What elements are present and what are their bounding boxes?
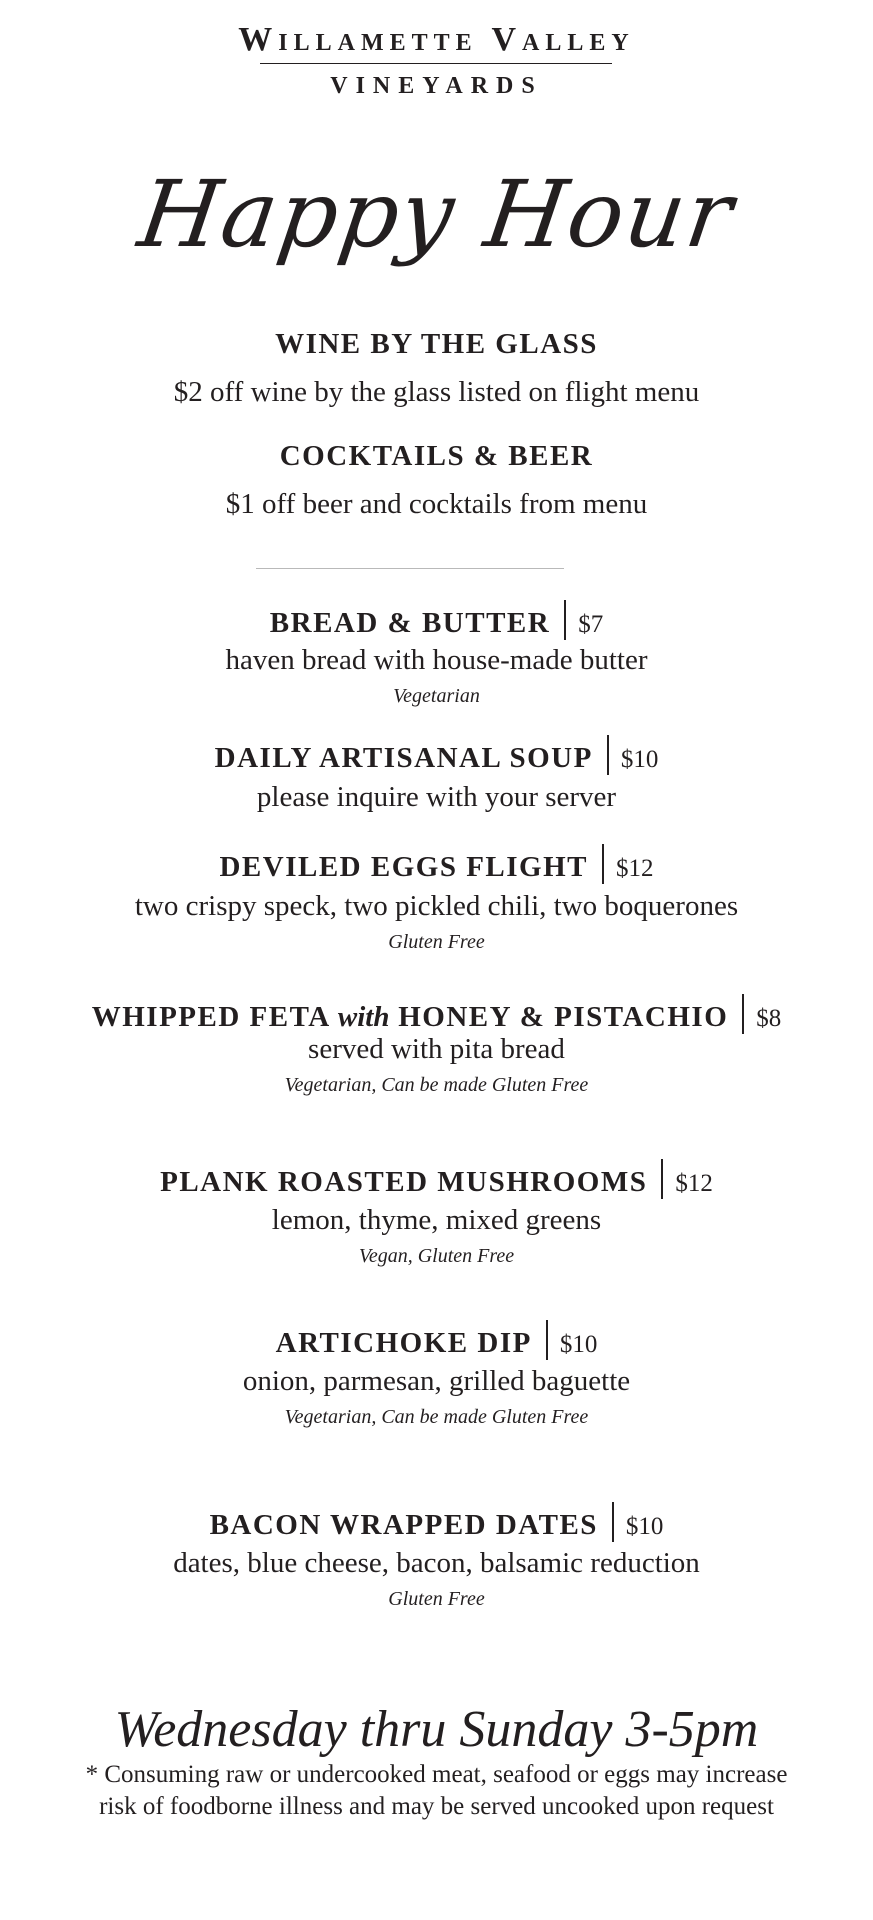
item-price: $10: [559, 1331, 598, 1358]
section-heading-cocktails: COCKTAILS & BEER: [279, 440, 594, 472]
health-disclaimer-line1: * Consuming raw or undercooked meat, seafood or eggs may increase: [85, 1761, 788, 1788]
item-price: $8: [756, 1005, 782, 1032]
item-name-with: with: [337, 1001, 390, 1033]
item-name-part2: HONEY & PISTACHIO: [398, 1001, 729, 1033]
item-name: BACON WRAPPED DATES: [209, 1509, 598, 1541]
happy-hour-schedule: Wednesday thru Sunday 3-5pm: [114, 1701, 759, 1758]
item-name-part1: WHIPPED FETA: [91, 1001, 330, 1033]
item-price: $12: [616, 855, 654, 882]
price-separator: [564, 600, 566, 640]
item-name: [92, 1001, 729, 1033]
item-name: BREAD & BUTTER: [269, 607, 551, 639]
item-dietary-tag: Vegan, Gluten Free: [358, 1245, 515, 1267]
section-heading-wine: WINE BY THE GLASS: [275, 328, 598, 360]
item-description: haven bread with house-made butter: [225, 644, 648, 676]
item-dietary-tag: Gluten Free: [388, 931, 485, 953]
section-text-cocktails: $1 off beer and cocktails from menu: [225, 488, 648, 520]
brand-rule: [260, 63, 612, 64]
item-name: PLANK ROASTED MUSHROOMS: [160, 1166, 648, 1198]
item-description: two crispy speck, two pickled chili, two boquerones: [134, 890, 739, 922]
item-dietary-tag: Gluten Free: [388, 1588, 485, 1610]
menu-item-soup: [0, 735, 873, 783]
menu-item-bacon-dates: [0, 1502, 873, 1550]
item-price: $12: [675, 1170, 713, 1197]
menu-item-mushrooms: [0, 1159, 873, 1207]
price-separator: [612, 1502, 614, 1542]
item-name: DEVILED EGGS FLIGHT: [219, 851, 589, 883]
item-name: ARTICHOKE DIP: [275, 1327, 532, 1359]
brand-subtitle: VINEYARDS: [330, 73, 543, 99]
item-dietary-tag: Vegetarian: [393, 685, 480, 707]
item-description: please inquire with your server: [256, 781, 617, 813]
health-disclaimer-line2: risk of foodborne illness and may be served uncooked upon request: [99, 1793, 774, 1820]
item-price: $10: [625, 1513, 664, 1540]
price-separator: [602, 844, 604, 884]
menu-item-bread-butter: [0, 600, 873, 648]
section-divider: [256, 568, 564, 569]
price-separator: [742, 994, 744, 1034]
item-description: onion, parmesan, grilled baguette: [242, 1365, 631, 1397]
item-name: DAILY ARTISANAL SOUP: [214, 742, 593, 774]
page-title: Happy Hour: [132, 161, 741, 268]
item-price: $10: [620, 746, 659, 773]
item-dietary-tag: Vegetarian, Can be made Gluten Free: [284, 1406, 589, 1428]
menu-item-artichoke-dip: [0, 1320, 873, 1368]
brand-name: Willamette Valley: [238, 21, 635, 58]
price-separator: [661, 1159, 663, 1199]
section-text-wine: $2 off wine by the glass listed on flight menu: [173, 376, 700, 408]
item-description: dates, blue cheese, bacon, balsamic reduction: [173, 1547, 700, 1579]
item-price: $7: [578, 611, 604, 638]
menu-item-deviled-eggs: [0, 844, 873, 892]
item-dietary-tag: Vegetarian, Can be made Gluten Free: [284, 1074, 589, 1096]
item-description: served with pita bread: [308, 1033, 565, 1065]
item-description: lemon, thyme, mixed greens: [271, 1204, 602, 1236]
price-separator: [546, 1320, 548, 1360]
price-separator: [607, 735, 609, 775]
